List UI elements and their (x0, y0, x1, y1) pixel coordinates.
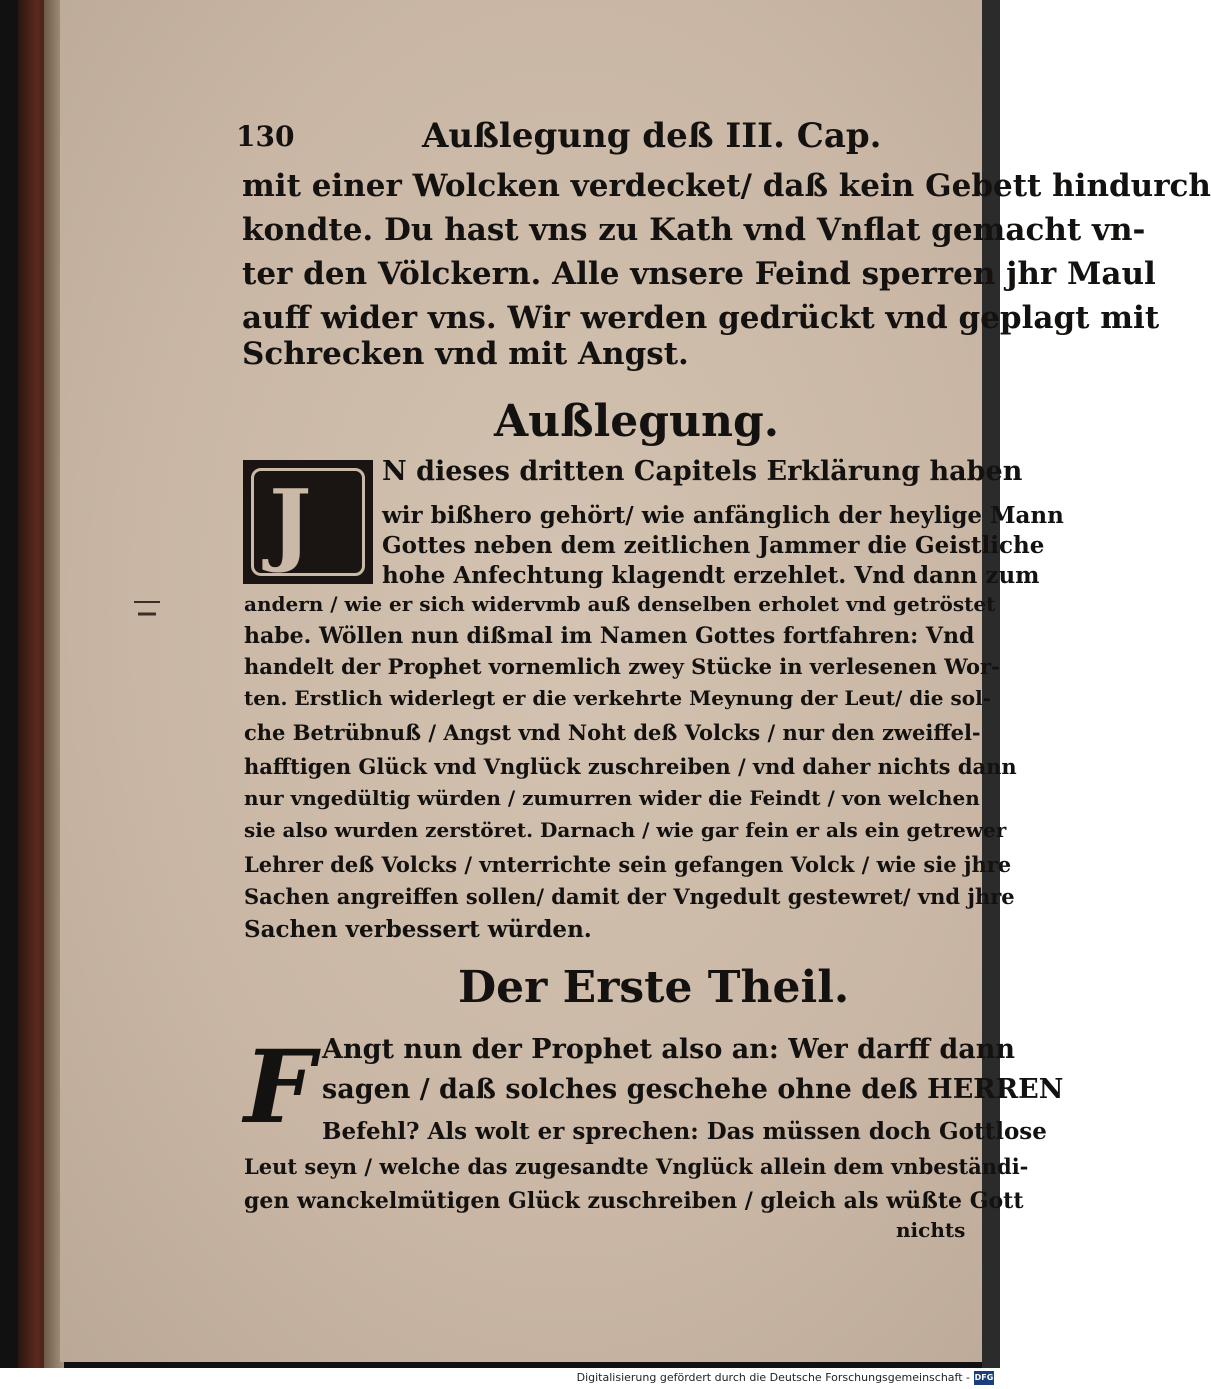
paragraph-line: ten. Erstlich widerlegt er die verkehrte Meynung der Leut/ die sol- (244, 686, 991, 710)
verse-line: Schrecken vnd mit Angst. (242, 336, 689, 372)
paragraph-line: hohe Anfechtung klagendt erzehlet. Vnd dann zum (382, 562, 1040, 589)
paragraph-line: handelt der Prophet vornemlich zwey Stücke in verlesenen Wor- (244, 654, 1000, 679)
initial-letter: J (269, 470, 312, 576)
paragraph-line: andern / wie er sich widervmb auß denselben erholet vnd getröstet (244, 592, 996, 616)
verse-line: auff wider vns. Wir werden gedrückt vnd geplagt mit (242, 300, 1160, 336)
paragraph-line: Leut seyn / welche das zugesandte Vnglück allein dem vnbeständi- (244, 1154, 1029, 1179)
paragraph-line: sagen / daß solches geschehe ohne deß HERREN (322, 1074, 1064, 1105)
paragraph-line: Lehrer deß Volcks / vnterrichte sein gefangen Volck / wie sie jhre (244, 852, 1012, 877)
paragraph-line: N dieses dritten Capitels Erklärung haben (382, 456, 1023, 487)
dfg-logo: DFG (974, 1371, 994, 1385)
decorated-initial (243, 460, 373, 584)
margin-mark (130, 596, 166, 622)
catchword: nichts (896, 1218, 966, 1242)
paragraph-line: sie also wurden zerstöret. Darnach / wie gar fein er als ein getrewer (244, 818, 1007, 842)
page-header (236, 110, 882, 160)
footer-bar (0, 1368, 1000, 1389)
paragraph-line: wir bißhero gehört/ wie anfänglich der heylige Mann (382, 502, 1064, 529)
paragraph-line: gen wanckelmütigen Glück zuschreiben / gleich als wüßte Gott (244, 1188, 1024, 1214)
verse-line: mit einer Wolcken verdecket/ daß kein Gebett hindurch (242, 168, 1211, 204)
paragraph-line: Gottes neben dem zeitlichen Jammer die Geistliche (382, 532, 1045, 559)
paragraph-line: Sachen angreiffen sollen/ damit der Vngedult gestewret/ vnd jhre (244, 884, 1015, 909)
paragraph-line: habe. Wöllen nun dißmal im Namen Gottes fortfahren: Vnd (244, 623, 975, 649)
paragraph-line: Angt nun der Prophet also an: Wer darff dann (322, 1034, 1015, 1065)
footer-credit: Digitalisierung gefördert durch die Deutsche Forschungsgemeinschaft - (576, 1371, 970, 1384)
verse-line: ter den Völckern. Alle vnsere Feind sperren jhr Maul (242, 256, 1156, 292)
paragraph-line: che Betrübnuß / Angst vnd Noht deß Volcks / nur den zweiffel- (244, 720, 981, 745)
section-heading: Außlegung. (494, 396, 780, 447)
paragraph-line: Befehl? Als wolt er sprechen: Das müssen doch Gottlose (322, 1118, 1047, 1145)
initial-letter: F (244, 1028, 315, 1146)
page-number: 130 (236, 120, 295, 153)
paragraph-line: nur vngedültig würden / zumurren wider die Feindt / von welchen (244, 786, 980, 810)
verse-line: kondte. Du hast vns zu Kath vnd Vnflat gemacht vn- (242, 212, 1146, 248)
section-heading: Der Erste Theil. (458, 962, 850, 1013)
paragraph-line: Sachen verbessert würden. (244, 916, 592, 943)
running-head: Außlegung deß III. Cap. (422, 116, 882, 156)
paragraph-line: hafftigen Glück vnd Vnglück zuschreiben / vnd daher nichts dann (244, 754, 1017, 779)
